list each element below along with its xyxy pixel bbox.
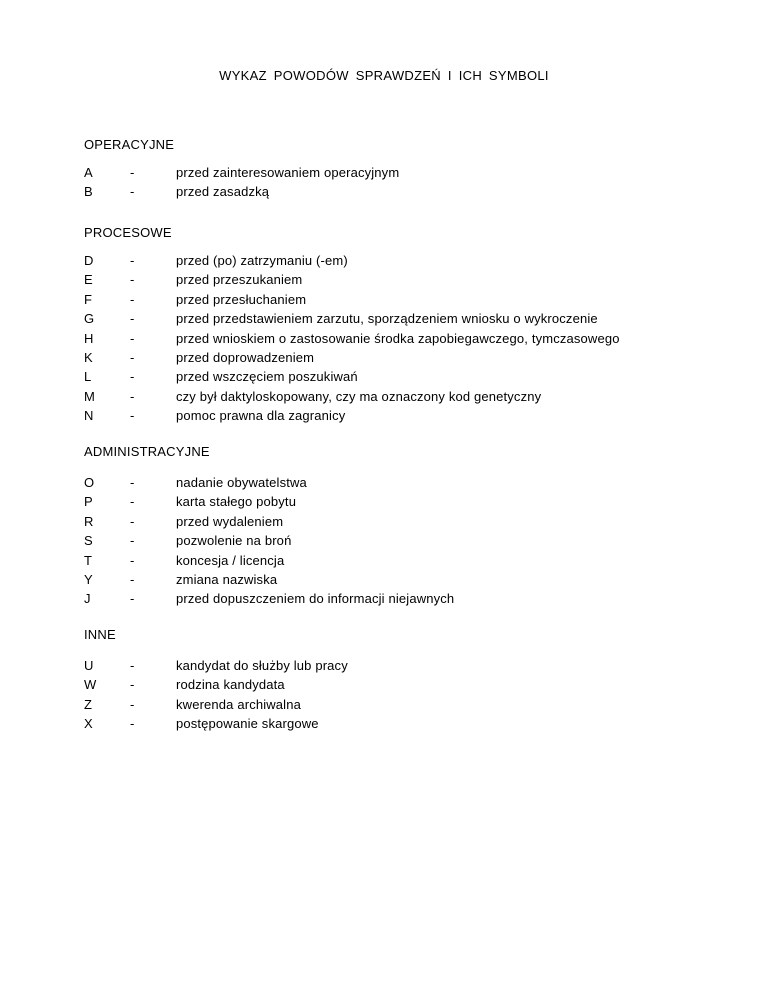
entry-symbol: H (84, 331, 94, 346)
entry-symbol: G (84, 311, 95, 326)
entry-dash: - (130, 697, 135, 712)
entry-dash: - (130, 184, 135, 199)
entry-symbol: X (84, 716, 93, 731)
entry-symbol: U (84, 658, 94, 673)
entry-description: pozwolenie na broń (176, 533, 292, 548)
entry-symbol: Z (84, 697, 92, 712)
entry-symbol: A (84, 165, 93, 180)
entry-description: kandydat do służby lub pracy (176, 658, 348, 673)
entry-description: kwerenda archiwalna (176, 697, 301, 712)
entry-symbol: J (84, 591, 91, 606)
entry-symbol: S (84, 533, 93, 548)
entry-dash: - (130, 514, 135, 529)
entry-description: przed zasadzką (176, 184, 270, 199)
entry-description: przed doprowadzeniem (176, 350, 315, 365)
entry-symbol: D (84, 253, 94, 268)
entry-description: pomoc prawna dla zagranicy (176, 408, 346, 423)
entry-dash: - (130, 716, 135, 731)
entry-description: przed wydaleniem (176, 514, 284, 529)
entry-dash: - (130, 350, 135, 365)
entry-symbol: T (84, 553, 92, 568)
entry-description: przed dopuszczeniem do informacji niejawnych (176, 591, 455, 606)
entry-dash: - (130, 494, 135, 509)
entry-dash: - (130, 591, 135, 606)
entry-description: postępowanie skargowe (176, 716, 319, 731)
entry-description: czy był daktyloskopowany, czy ma oznaczony kod genetyczny (176, 389, 542, 404)
entry-symbol: M (84, 389, 95, 404)
section-heading: OPERACYJNE (84, 137, 175, 152)
entry-symbol: P (84, 494, 93, 509)
entry-dash: - (130, 331, 135, 346)
entry-description: przed przesłuchaniem (176, 292, 307, 307)
entry-dash: - (130, 408, 135, 423)
entry-description: przed zainteresowaniem operacyjnym (176, 165, 400, 180)
entry-dash: - (130, 475, 135, 490)
section-heading: ADMINISTRACYJNE (84, 444, 210, 459)
entry-description: nadanie obywatelstwa (176, 475, 307, 490)
entry-description: przed wnioskiem o zastosowanie środka zapobiegawczego, tymczasowego (176, 331, 620, 346)
entry-dash: - (130, 292, 135, 307)
entry-symbol: L (84, 369, 92, 384)
entry-symbol: E (84, 272, 93, 287)
entry-symbol: Y (84, 572, 93, 587)
entry-dash: - (130, 572, 135, 587)
entry-dash: - (130, 272, 135, 287)
section-heading: INNE (84, 627, 116, 642)
entry-dash: - (130, 311, 135, 326)
entry-dash: - (130, 369, 135, 384)
entry-dash: - (130, 677, 135, 692)
entry-dash: - (130, 533, 135, 548)
entry-dash: - (130, 389, 135, 404)
entry-symbol: N (84, 408, 94, 423)
section-heading: PROCESOWE (84, 225, 172, 240)
entry-description: rodzina kandydata (176, 677, 285, 692)
entry-symbol: W (84, 677, 97, 692)
entry-symbol: K (84, 350, 93, 365)
entry-dash: - (130, 253, 135, 268)
entry-description: karta stałego pobytu (176, 494, 297, 509)
page-title: WYKAZ POWODÓW SPRAWDZEŃ I ICH SYMBOLI (219, 68, 549, 83)
entry-symbol: R (84, 514, 94, 529)
entry-dash: - (130, 553, 135, 568)
entry-symbol: O (84, 475, 95, 490)
entry-dash: - (130, 165, 135, 180)
entry-description: przed wszczęciem poszukiwań (176, 369, 358, 384)
entry-description: przed przeszukaniem (176, 272, 303, 287)
entry-symbol: F (84, 292, 92, 307)
entry-dash: - (130, 658, 135, 673)
entry-description: koncesja / licencja (176, 553, 285, 568)
entry-description: przed (po) zatrzymaniu (-em) (176, 253, 348, 268)
entry-description: zmiana nazwiska (176, 572, 278, 587)
entry-symbol: B (84, 184, 93, 199)
entry-description: przed przedstawieniem zarzutu, sporządzeniem wniosku o wykroczenie (176, 311, 598, 326)
